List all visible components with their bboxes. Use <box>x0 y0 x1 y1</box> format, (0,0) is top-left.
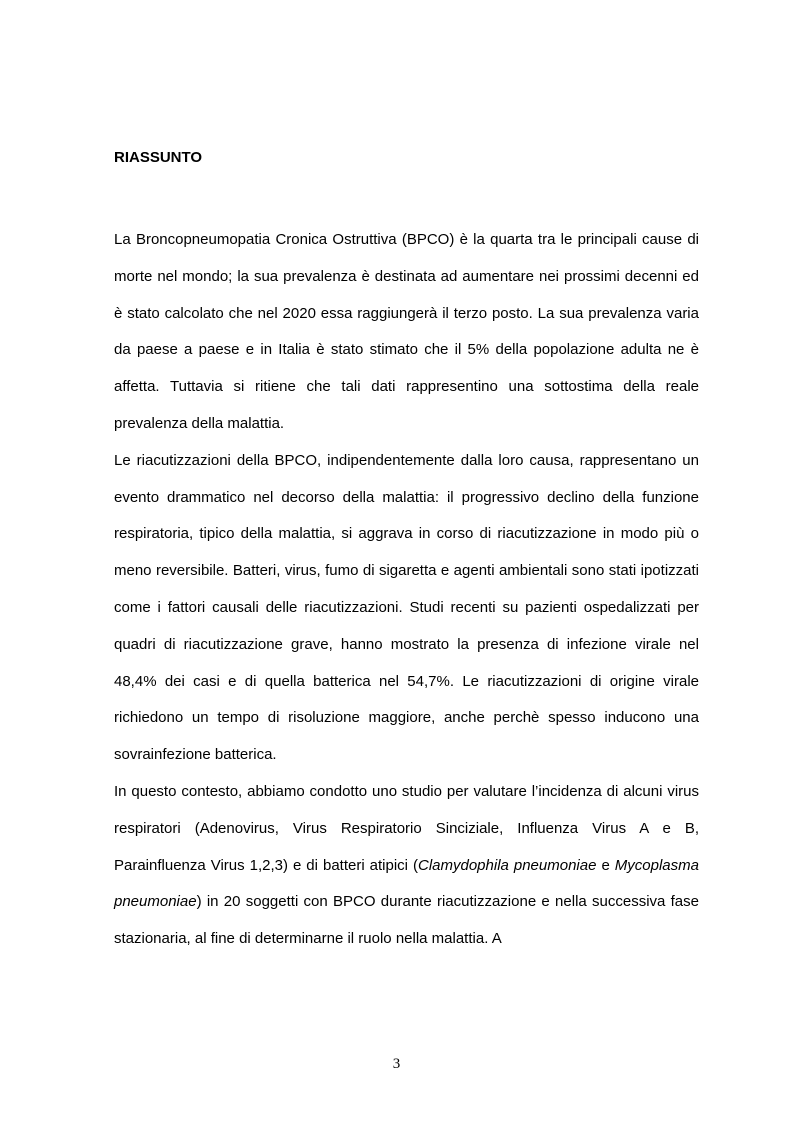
page-number: 3 <box>392 1056 401 1072</box>
body-text <box>114 222 699 958</box>
paragraph-2: Le riacutizzazioni della BPCO, indipendentemente dalla loro causa, rappresentano un evento drammatico nel decorso della malattia: il progressivo declino della funzione respiratoria, tipico della malattia, si aggrava in corso di riacutizzazione in modo più o meno reversibile. Batteri, virus, fumo di sigaretta e agenti ambientali sono stati ipotizzati come i fattori causali delle riacutizzazioni. Studi recenti su pazienti ospedalizzati per quadri di riacutizzazione grave, hanno mostrato la presenza di infezione virale nel 48,4% dei casi e di quella batterica nel 54,7%. Le riacutizzazioni di origine virale richiedono un tempo di risoluzione maggiore, anche perchè spesso inducono una sovrainfezione batterica. <box>114 451 699 764</box>
paragraph-1: La Broncopneumopatia Cronica Ostruttiva (BPCO) è la quarta tra le principali cause di morte nel mondo; la sua prevalenza è destinata ad aumentare nei prossimi decenni ed è stato calcolato che nel 2020 essa raggiungerà il terzo posto. La sua prevalenza varia da paese a paese e in Italia è stato stimato che il 5% della popolazione adulta ne è affetta. Tuttavia si ritiene che tali dati rappresentino una sottostima della reale prevalenza della malattia. <box>114 231 699 432</box>
paragraph-3-text-a: In questo contesto, abbiamo condotto uno studio per valutare l’incidenza di alcuni virus respiratori (Adenovirus, Virus Respiratorio Sinciziale, Influenza Virus A e B, Parainfluenza Virus 1,2,3) e di batteri atipici ( <box>114 782 699 874</box>
species-name-clamydophila: Clamydophila pneumoniae <box>418 856 597 874</box>
paragraph-3-text-b: e <box>596 856 615 874</box>
paragraph-3-text-c: ) in 20 soggetti con BPCO durante riacutizzazione e nella successiva fase stazionaria, al fine di determinarne il ruolo nella malattia. A <box>114 893 699 948</box>
species-name-mycoplasma: Mycoplasma pneumoniae <box>114 856 699 911</box>
paragraph-3 <box>114 774 699 958</box>
section-heading: RIASSUNTO <box>114 149 203 166</box>
